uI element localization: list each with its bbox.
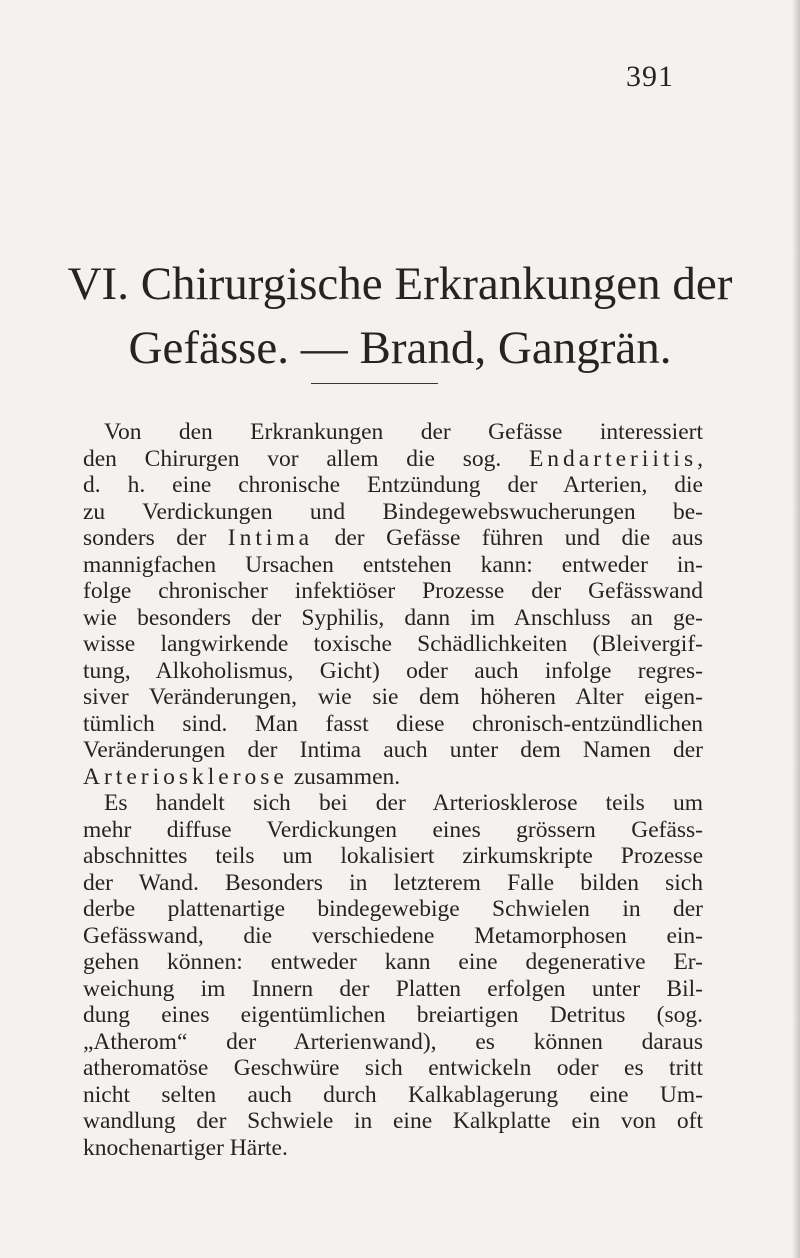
chapter-title-line-2: Gefässe. — Brand, Gangrän. (128, 322, 672, 374)
text-line: atheromatöse Geschwüre sich entwickeln oder es tritt (83, 1055, 703, 1081)
text-line: weichung im Innern der Platten erfolgen unter Bil- (83, 975, 703, 1002)
text-line: tümlich sind. Man fasst diese chronisch-entzündlichen (83, 710, 703, 737)
text-line: dung eines eigentümlichen breiartigen Detritus (sog. (83, 1002, 703, 1028)
text-line: Arteriosklerose zusammen. (83, 763, 401, 790)
text-line: wisse langwirkende toxische Schädlichkeiten (Bleivergif- (83, 631, 703, 657)
text-line: siver Veränderungen, wie sie dem höheren Alter eigen- (83, 684, 703, 710)
text-line: tung, Alkoholismus, Gicht) oder auch infolge regres- (83, 657, 703, 684)
page-edge-shadow (792, 0, 800, 1258)
chapter-title (0, 252, 800, 380)
body-text (83, 419, 703, 1161)
page-number: 391 (626, 60, 674, 93)
text-line: wie besonders der Syphilis, dann im Anschluss an ge- (83, 604, 703, 631)
spaced-term: Arteriosklerose (83, 763, 288, 790)
text-line: zu Verdickungen und Bindegewebswucherungen be- (83, 498, 703, 525)
text-line: wandlung der Schwiele in eine Kalkplatte ein von oft (83, 1108, 703, 1134)
spaced-term: Endarteriitis (528, 445, 698, 472)
text-line: sonders der Intima der Gefässe führen und die aus (83, 525, 703, 551)
text-line: derbe plattenartige bindegewebige Schwielen in der (83, 896, 703, 922)
text-line: „Atherom“ der Arterienwand), es können daraus (83, 1028, 703, 1055)
paragraph-1 (83, 419, 703, 790)
text-line: mannigfachen Ursachen entstehen kann: entweder in- (83, 551, 703, 578)
text-line: Von den Erkrankungen der Gefässe interessiert (104, 419, 703, 445)
spaced-term: Intima (227, 525, 314, 551)
text-line: Veränderungen der Intima auch unter dem Namen der (83, 737, 703, 763)
text-line: nicht selten auch durch Kalkablagerung eine Um- (83, 1081, 703, 1108)
text-line: folge chronischer infektiöser Prozesse der Gefässwand (83, 578, 703, 604)
text-line: Gefässwand, die verschiedene Metamorphosen ein- (83, 922, 703, 949)
text-line: knochenartiger Härte. (83, 1134, 288, 1161)
text-line: mehr diffuse Verdickungen eines grössern Gefäss- (83, 816, 703, 843)
text-line: d. h. eine chronische Entzündung der Arterien, die (83, 472, 703, 498)
text-line: abschnittes teils um lokalisiert zirkumskripte Prozesse (83, 843, 703, 869)
text-line: gehen können: entweder kann eine degenerative Er- (83, 949, 703, 975)
paragraph-2 (83, 790, 703, 1161)
text-line: den Chirurgen vor allem die sog. Endarteriitis, (83, 445, 703, 472)
text-line: Es handelt sich bei der Arteriosklerose teils um (104, 790, 703, 816)
text-line: der Wand. Besonders in letzterem Falle bilden sich (83, 869, 703, 896)
title-divider-rule (311, 383, 438, 384)
chapter-title-line-1: VI. Chirurgische Erkrankungen der (67, 258, 733, 310)
